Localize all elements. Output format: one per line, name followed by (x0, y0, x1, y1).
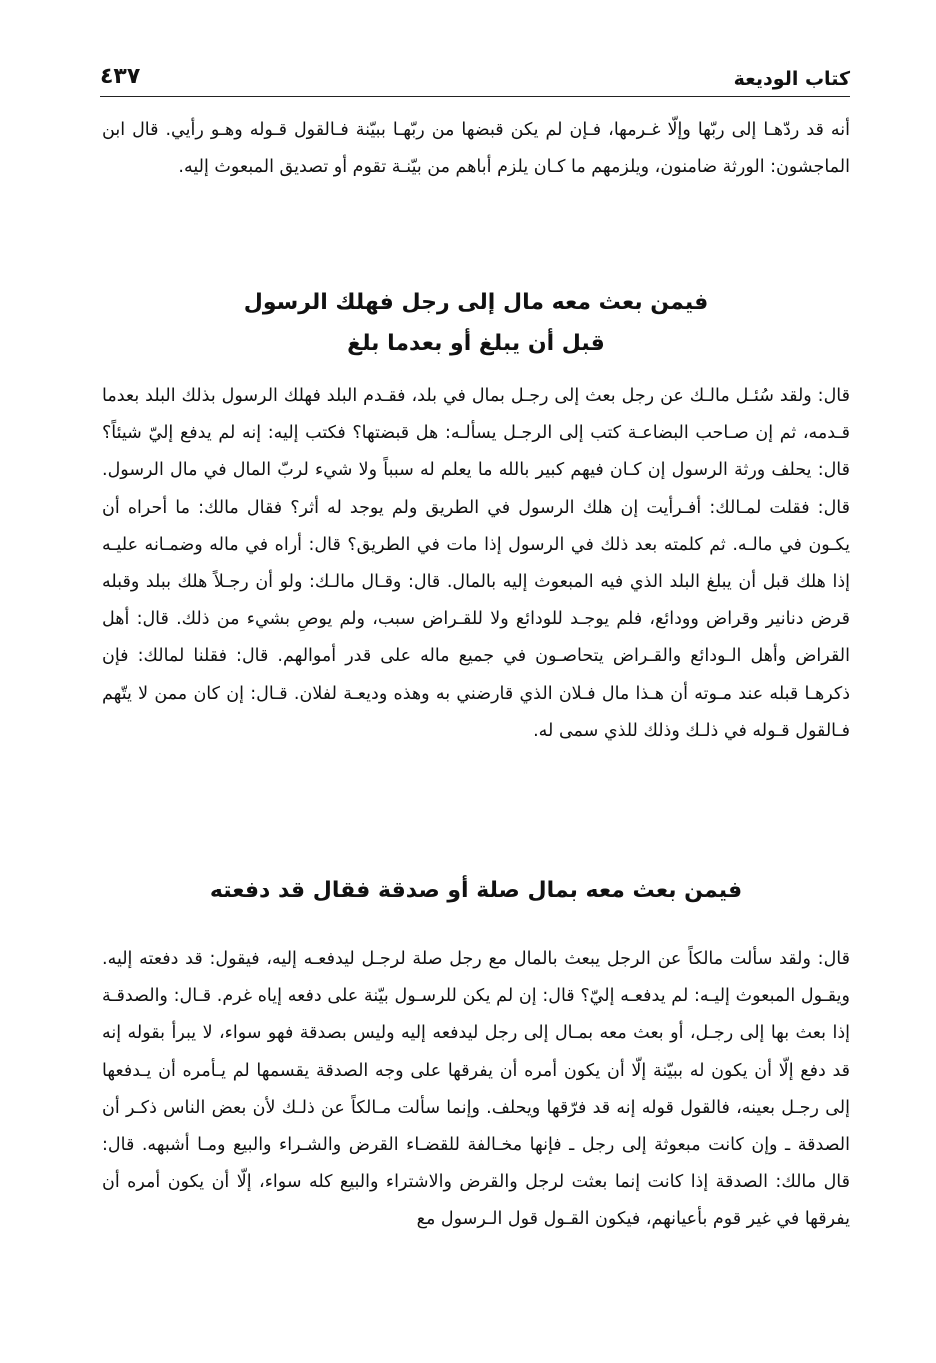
running-header (100, 60, 850, 97)
section-title-lost-messenger (102, 282, 850, 364)
book-title: كتاب الوديعة (733, 68, 850, 90)
paragraph-messenger-ruling: قال: ولقد سُئـل مالـك عن رجل بعث إلى رجـل بمال في بلد، فقـدم البلد فهلك الرسول بذلك البلد بعدما قـدمه، ثم إن صـاحب البضاعـة كتب إلى الرجـل يسألـه: هل قبضتها؟ فكتب إليه: إنه لم يدفع إليّ شيئاً؟ قال: يحلف ورثة الرسول إن كـان فيهم كبير بالله ما يعلم له سبباً ولا شيء لربّ المال في مال الرسول. قال: فقلت لمـالك: أفـرأيت إن هلك الرسول في الطريق ولم يوجد له أثر؟ فقال مالك: ما أحراه أن يكـون في مالـه. ثم كلمته بعد ذلك في الرسول إذا مات في الطريق؟ قال: أراه في ماله وضمـانه عليـه إذا هلك قبل أن يبلغ البلد الذي فيه المبعوث إليه بالمال. قال: وقـال مالـك: ولو أن رجـلاً هلك ببلد وقبله قرض دنانير وقراض وودائع، فلم يوجـد للودائع ولا للقـراض سبب، ولم يوصِ بشيء من ذلك. قال: أهل القراض وأهل الـودائع والقـراض يتحاصـون في جميع ماله على قدر أموالهم. قال: فقلنا لمالك: فإن ذكرهـا قبله عند مـوته أن هـذا مال فـلان الذي قارضني به وهذه وديعـة لفلان. قـال: إن كان ممن لا يتّهم فـالقول قـوله في ذلـك وذلك للذي سمى له. (102, 386, 850, 741)
section-title-charity-delivery: فيمن بعث معه بمال صلة أو صدقة فقال قد دفعته (209, 878, 743, 903)
paragraph-continuation: أنه قد ردّهـا إلى ربّها وإلّا غـرمها، فـإن لم يكن قبضها من ربّهـا ببيّنة فـالقول قـوله وهـو رأيي. قال ابن الماجشون: الورثة ضامنون، ويلزمهم ما كـان يلزم أباهم من بيّنـة تقوم أو تصديق المبعوث إليه. (102, 120, 850, 178)
section-title-line-2: قبل أن يبلغ أو بعدما بلغ (347, 331, 605, 356)
paragraph-charity-ruling: قال: ولقد سألت مالكاً عن الرجل يبعث بالمال مع رجل صلة لرجـل ليدفعـه إليه، فيقول: قد دفعته إليه. ويقـول المبعوث إليـه: لم يدفعـه إليّ؟ قال: إن لم يكن للرسـول بيّنة على دفعه إياه غرم. قـال: والصدقـة إذا بعث بها إلى رجـل، أو بعث معه بمـال إلى رجل ليدفعه إليه وليس بصدقة فهو سواء، لا يبرأ بقوله إنه قد دفع إلّا أن يكون له ببيّنة إلّا أن يكون أمره أن يفرقها على وجه الصدقة يقسمها لم يـأمره أن يـدفعها إلى رجـل بعينه، فالقول قوله إنه قد فرّقها ويحلف. وإنما سألت مـالكاً عن ذلـك لأن بعض الناس ذكـر أن الصدقة ـ وإن كانت مبعوثة إلى رجل ـ فإنها مخـالفة للقضـاء القرض والشـراء والبيع ومـا أشبهه. قال: قال مالك: الصدقة إذا كانت إنما بعثت لرجل والقرض والاشتراء والبيع كله سواء، إلّا أن يكون أمره أن يفرقها في غير قوم بأعيانهم، فيكون القـول قول الـرسول مع (102, 949, 850, 1230)
section-title-line-1: فيمن بعث معه مال إلى رجل فهلك الرسول (243, 290, 709, 315)
page-number: ٤٣٧ (100, 64, 141, 89)
